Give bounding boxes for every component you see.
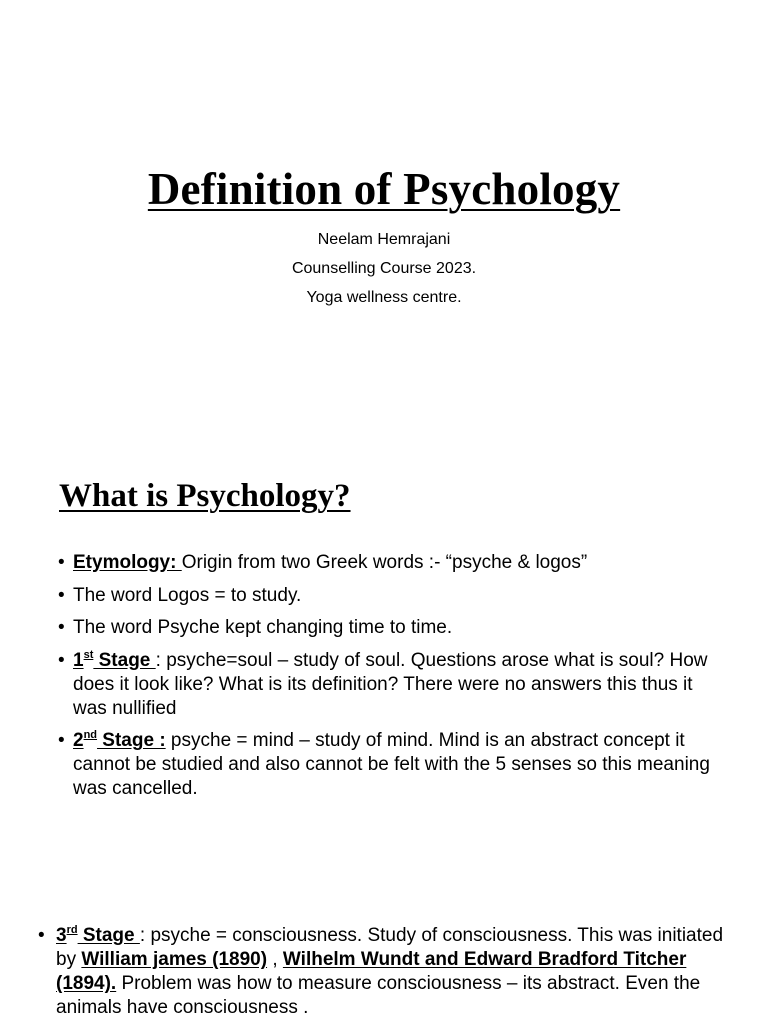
slide-what-is-psychology xyxy=(0,432,768,864)
list-item xyxy=(58,616,718,640)
stage-label: Stage xyxy=(93,649,156,671)
reference-name: Wilhelm Wundt and Edward Bradford Titcher (1894). xyxy=(56,949,687,994)
list-item xyxy=(58,649,718,721)
list-item xyxy=(38,924,738,1020)
item-text: : psyche = consciousness. Study of consciousness. This was initiated by xyxy=(56,925,724,970)
item-text: : psyche=soul – study of soul. Questions arose what is soul? How does it look like? What is its definition? There were no answers this thus it was nullified xyxy=(73,649,708,719)
slide-third-stage xyxy=(0,864,768,1024)
bullet-icon: • xyxy=(58,617,65,638)
slide-heading: What is Psychology? xyxy=(59,478,351,514)
stage-ordinal: nd xyxy=(83,729,98,741)
slide-title xyxy=(0,0,768,432)
main-title: Definition of Psychology xyxy=(147,164,621,214)
course-name: Counselling Course 2023. xyxy=(291,260,477,277)
author-name: Neelam Hemrajani xyxy=(317,231,451,248)
stage-label: Stage : xyxy=(97,730,166,751)
centre-name: Yoga wellness centre. xyxy=(306,289,462,306)
list-item xyxy=(58,551,718,575)
bullet-icon: • xyxy=(58,730,65,751)
item-text: The word Logos = to study. xyxy=(73,584,302,606)
stage-ordinal: rd xyxy=(66,924,78,936)
bullet-icon: • xyxy=(38,925,45,946)
item-text: The word Psyche kept changing time to time. xyxy=(73,617,453,638)
item-text: psyche = mind – study of mind. Mind is an abstract concept it cannot be studied and also cannot be felt with the 5 senses so this meaning was cancelled. xyxy=(73,730,710,799)
stage-number: 3 xyxy=(56,925,67,946)
item-text: Origin from two Greek words :- “psyche & logos” xyxy=(181,552,588,573)
bullet-list xyxy=(38,924,738,1024)
item-text: Problem was how to measure consciousness – its abstract. Even the animals have consciousness . xyxy=(56,973,701,1018)
separator-text: , xyxy=(267,949,283,970)
term-label: Etymology: xyxy=(73,552,182,573)
list-item xyxy=(58,584,718,608)
bullet-list xyxy=(58,551,718,810)
bullet-icon: • xyxy=(58,649,65,671)
stage-label: Stage xyxy=(77,925,140,946)
stage-number: 1 xyxy=(73,649,84,671)
bullet-icon: • xyxy=(58,584,65,606)
list-item xyxy=(58,729,718,801)
stage-ordinal: st xyxy=(83,648,94,661)
bullet-icon: • xyxy=(58,552,65,573)
stage-number: 2 xyxy=(73,730,84,751)
reference-name: William james (1890) xyxy=(81,949,268,970)
